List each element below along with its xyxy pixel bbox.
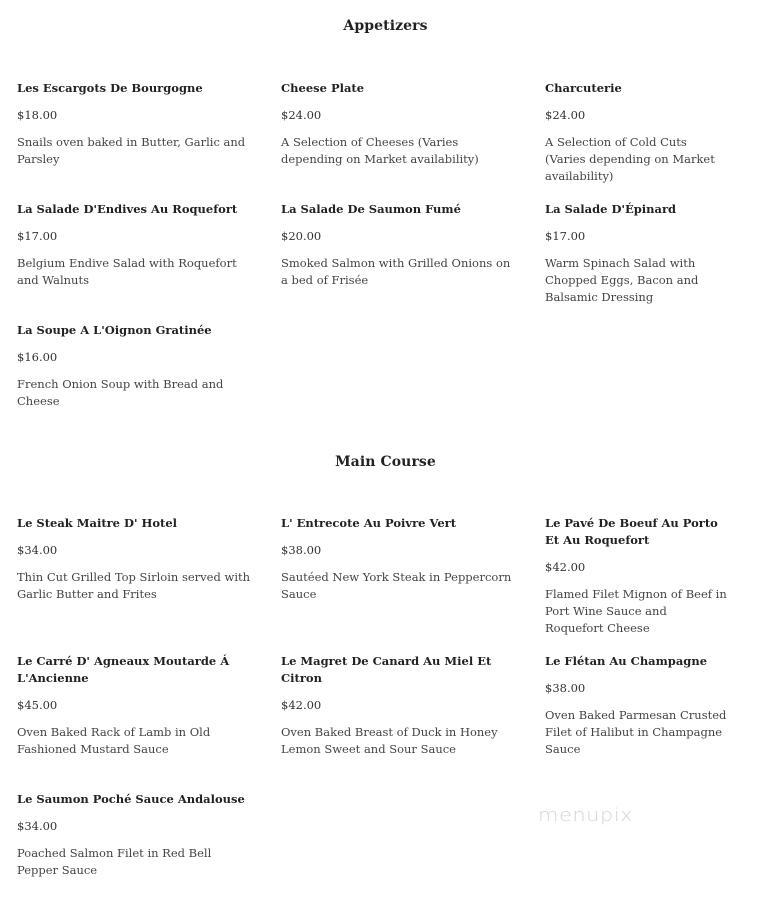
item-name: Cheese Plate	[281, 81, 365, 95]
menu-item	[17, 201, 281, 322]
item-name: Le Pavé De Boeuf Au Porto Et Au Roquefort	[545, 516, 718, 547]
item-name: La Soupe A L'Oignon Gratinée	[17, 323, 212, 337]
item-description: Flamed Filet Mignon of Beef in Port Wine Sauce and Roquefort Cheese	[545, 587, 727, 635]
item-name: La Salade D'Endives Au Roquefort	[17, 202, 238, 216]
item-price: $24.00	[281, 108, 322, 122]
item-price: $34.00	[17, 819, 58, 833]
item-name: Le Steak Maitre D' Hotel	[17, 516, 178, 530]
menu-item	[545, 80, 757, 201]
item-name: La Salade De Saumon Fumé	[281, 202, 461, 216]
menu-item	[545, 515, 757, 653]
menu-item	[281, 653, 545, 791]
item-name: La Salade D'Épinard	[545, 202, 677, 216]
menu-item	[17, 322, 281, 422]
item-description: Belgium Endive Salad with Roquefort and Walnuts	[17, 256, 237, 287]
item-name: Le Magret De Canard Au Miel Et Citron	[281, 654, 492, 685]
item-description: Snails oven baked in Butter, Garlic and Parsley	[17, 135, 246, 166]
menupix-watermark: menupix	[538, 804, 634, 826]
item-description: Poached Salmon Filet in Red Bell Pepper Sauce	[17, 846, 212, 877]
item-description: A Selection of Cheeses (Varies depending on Market availability)	[281, 135, 479, 166]
item-name: Le Saumon Poché Sauce Andalouse	[17, 792, 245, 806]
item-price: $38.00	[281, 543, 322, 557]
appetizers-heading: Appetizers	[343, 18, 428, 34]
item-price: $18.00	[17, 108, 58, 122]
item-description: French Onion Soup with Bread and Cheese	[17, 377, 224, 408]
item-price: $42.00	[545, 560, 586, 574]
menu-item	[281, 80, 545, 201]
menu-item	[17, 653, 281, 791]
menu-item	[545, 201, 757, 322]
main-course-heading: Main Course	[335, 454, 436, 470]
item-description: Warm Spinach Salad with Chopped Eggs, Bacon and Balsamic Dressing	[545, 256, 699, 304]
item-description: Oven Baked Parmesan Crusted Filet of Halibut in Champagne Sauce	[545, 708, 727, 756]
item-price: $38.00	[545, 681, 586, 695]
item-price: $17.00	[17, 229, 58, 243]
item-description: Thin Cut Grilled Top Sirloin served with Garlic Butter and Frites	[17, 570, 251, 601]
item-price: $16.00	[17, 350, 58, 364]
menu-item	[17, 80, 281, 201]
item-description: Oven Baked Rack of Lamb in Old Fashioned Mustard Sauce	[17, 725, 211, 756]
item-description: Oven Baked Breast of Duck in Honey Lemon Sweet and Sour Sauce	[281, 725, 498, 756]
item-price: $24.00	[545, 108, 586, 122]
menu-item	[17, 515, 281, 653]
item-price: $34.00	[17, 543, 58, 557]
menu-item	[281, 515, 545, 653]
item-name: L' Entrecote Au Poivre Vert	[281, 516, 457, 530]
item-description: Smoked Salmon with Grilled Onions on a bed of Frisée	[281, 256, 511, 287]
item-price: $17.00	[545, 229, 586, 243]
item-description: A Selection of Cold Cuts (Varies depending on Market availability)	[545, 135, 715, 183]
item-name: Les Escargots De Bourgogne	[17, 81, 203, 95]
menu-item	[281, 201, 545, 322]
main-course-grid	[17, 515, 757, 901]
item-name: Le Carré D' Agneaux Moutarde Á L'Ancienne	[17, 654, 230, 685]
item-name: Le Flétan Au Champagne	[545, 654, 708, 668]
item-price: $20.00	[281, 229, 322, 243]
menu-item	[545, 653, 757, 791]
menu-item	[17, 791, 281, 901]
appetizers-grid	[17, 80, 757, 422]
item-name: Charcuterie	[545, 81, 622, 95]
item-price: $42.00	[281, 698, 322, 712]
item-price: $45.00	[17, 698, 58, 712]
item-description: Sautéed New York Steak in Peppercorn Sauce	[281, 570, 512, 601]
